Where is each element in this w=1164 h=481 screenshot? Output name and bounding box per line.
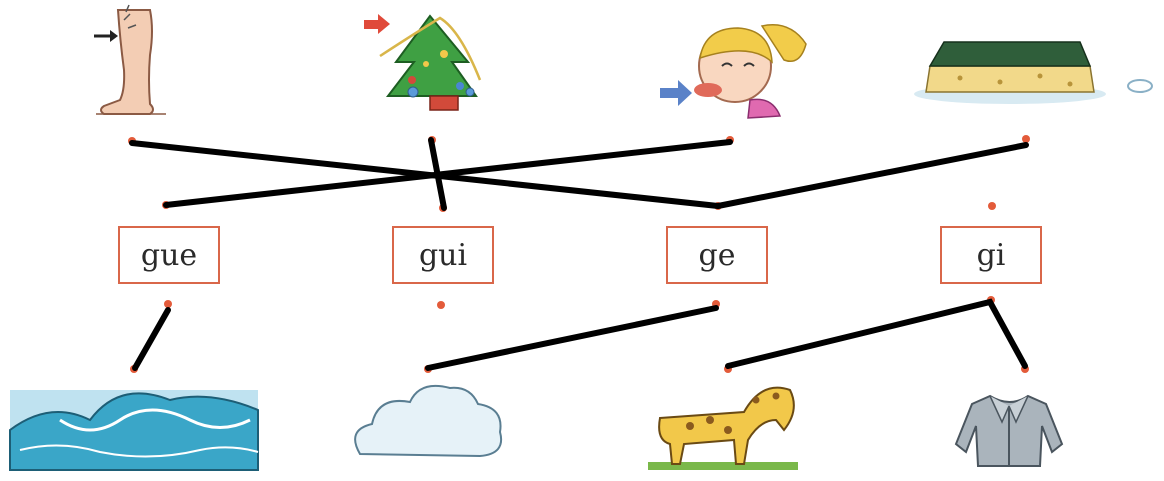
line-gue-to-wave bbox=[135, 310, 168, 368]
syllable-box-gi[interactable]: gi bbox=[940, 226, 1042, 284]
syllable-box-gui[interactable]: gui bbox=[392, 226, 494, 284]
christmas-tree-picture bbox=[364, 14, 480, 110]
line-ge-to-cloud bbox=[428, 308, 716, 368]
leg-picture bbox=[94, 5, 166, 114]
dot-top-4[interactable] bbox=[1022, 135, 1030, 143]
line-gi-to-giraffe-and-jacket bbox=[728, 302, 1025, 366]
wave-picture bbox=[10, 390, 258, 470]
arrow-right-icon bbox=[364, 14, 390, 34]
girl-picture bbox=[660, 25, 806, 118]
arrow-right-icon bbox=[94, 30, 118, 42]
syllable-box-ge[interactable]: ge bbox=[666, 226, 768, 284]
syllable-box-gue[interactable]: gue bbox=[118, 226, 220, 284]
sponge-picture bbox=[914, 42, 1152, 104]
arrow-right-icon bbox=[660, 80, 692, 106]
dot-below-gue[interactable] bbox=[164, 300, 172, 308]
line-sponge-to-ge bbox=[718, 145, 1026, 206]
cloud-picture bbox=[355, 386, 501, 456]
giraffe-picture bbox=[648, 388, 798, 470]
dot-above-gi[interactable] bbox=[988, 202, 996, 210]
jacket-picture bbox=[956, 396, 1062, 466]
matching-lines bbox=[132, 140, 1026, 368]
dot-below-gui[interactable] bbox=[437, 301, 445, 309]
